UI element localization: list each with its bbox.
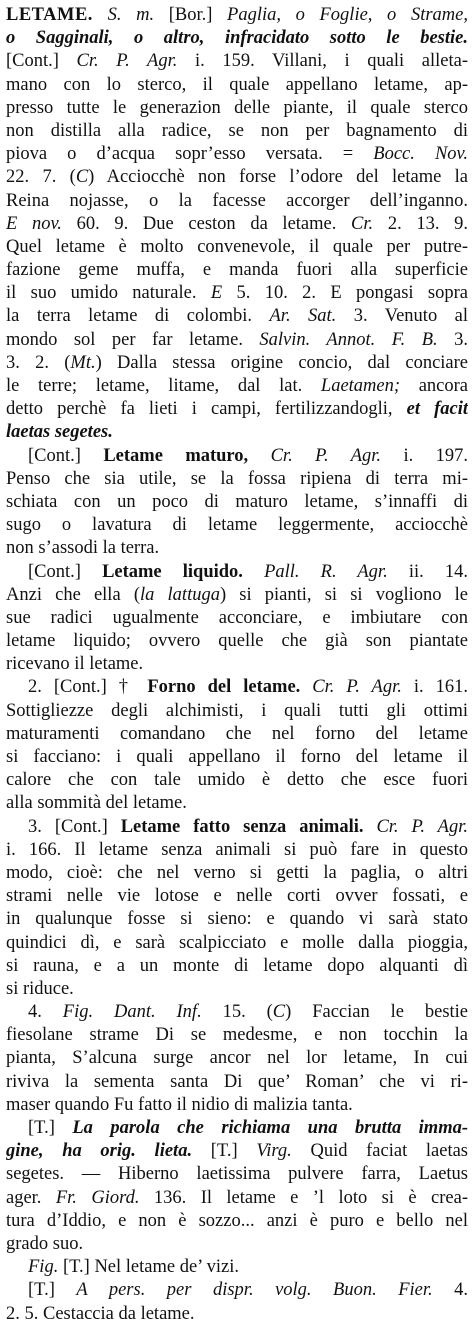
text-run: Cr. P. Agr. [300, 677, 402, 698]
text-run: [T.] Nel letame de’ vizi. [58, 1257, 239, 1278]
text-line [6, 561, 468, 584]
text-run: alla sommità del letame. [6, 793, 187, 814]
text-run: 3. Venuto al [336, 306, 468, 327]
text-line [6, 468, 468, 491]
text-line [6, 421, 468, 444]
text-line [6, 955, 468, 978]
text-run: la lattuga [139, 584, 220, 605]
text-line [6, 839, 468, 862]
text-line [6, 143, 468, 166]
text-line [6, 166, 468, 189]
text-run: ancora [400, 376, 468, 396]
text-run: Letame fatto senza animali. [120, 816, 364, 837]
text-run: segetes. — Hiberno laetissima pulvere farra, Laetus [6, 1164, 468, 1185]
text-line [6, 1047, 468, 1070]
text-line [6, 1140, 468, 1163]
text-line [6, 885, 468, 908]
text-line [6, 1303, 468, 1326]
text-run: Fig. [28, 1257, 59, 1278]
text-line [6, 862, 468, 885]
text-run: et facit [406, 399, 468, 420]
text-line [6, 1279, 468, 1302]
text-line [6, 259, 468, 282]
text-run: o Sagginali, o altro, infracidato sotto le bestie. [6, 28, 468, 49]
text-line [6, 4, 468, 27]
text-run: La parola che richiama una brutta imma- [72, 1118, 468, 1138]
text-run: Reina nojasse, o la facesse accorger dell’inganno. [6, 190, 468, 211]
text-run: 3. [Cont.] [28, 816, 121, 837]
text-run: [T.] [28, 1118, 73, 1138]
text-run: 2. 13. 9. [373, 213, 468, 234]
text-line [6, 74, 468, 97]
text-run: 2. 5. Cestaccia da letame. [6, 1303, 195, 1324]
text-run: ) si pianti, si si vogliono le [219, 584, 468, 605]
text-run: [Cont.] [6, 51, 77, 72]
text-run: Sottigliezze degli alchimisti, i quali tutti gli ottimi [6, 700, 468, 721]
text-run: presso tutte le generazion delle piante, il quale sterco [6, 97, 468, 118]
text-line [6, 398, 468, 421]
text-run: mondo sol per far letame. [6, 329, 260, 350]
text-line [6, 27, 468, 50]
text-run: i. 161. [401, 677, 468, 698]
text-line [6, 491, 468, 514]
text-run: Quid faciat laetas [291, 1141, 468, 1162]
text-run: si facciano: i quali appellano il forno del letame il [6, 747, 468, 767]
text-run: non s’assodi la terra. [6, 538, 160, 559]
text-run: le terre; letame, litame, dal lat. [6, 376, 321, 396]
text-run: Quel letame è molto convenevole, il quale per putre- [6, 236, 468, 257]
text-run: piova o d’acqua sopr’esso versata. = [6, 144, 374, 165]
text-run: C [75, 167, 89, 188]
text-run: A pers. per dispr. volg. Buon. Fier. [76, 1280, 433, 1301]
text-line [6, 97, 468, 120]
text-run: i. 159. Villani, i quali alleta- [177, 51, 468, 72]
text-run: 5. 10. 2. E pongasi sopra [222, 283, 468, 304]
text-run: [Cont.] [28, 445, 104, 466]
text-run: 136. Il letame e ’l loto si è crea- [139, 1187, 468, 1208]
text-line [6, 1094, 468, 1117]
text-run: E [210, 283, 223, 304]
text-run: i. 197. [381, 445, 468, 466]
text-run: ager. [6, 1187, 56, 1208]
text-line [6, 514, 468, 537]
text-run: si rauna, e a un monte di letame dopo alquanti dì [6, 955, 468, 976]
text-run: gine, ha orig. lieta. [6, 1141, 193, 1162]
text-run: Mt. [70, 352, 96, 373]
text-run: [Bor.] [154, 5, 228, 25]
text-line [6, 584, 468, 607]
text-line [6, 908, 468, 931]
text-run: ) Dalla stessa origine concio, dal conciare [95, 352, 468, 373]
text-line [6, 700, 468, 723]
text-run: 15. ( [201, 1002, 273, 1023]
text-line [6, 537, 468, 560]
text-run: [T.] [28, 1280, 77, 1301]
text-run: maser quando Fu fatto il nidio di malizia tanta. [6, 1094, 353, 1115]
text-line [6, 676, 468, 699]
text-run: Pall. R. Agr. [242, 561, 388, 582]
text-line [6, 375, 468, 398]
text-line [6, 1001, 468, 1024]
text-run: in qualunque fosse si sieno: e quando vi sarà stato [6, 909, 468, 930]
text-line [6, 445, 468, 468]
text-run: 3. 2. ( [6, 352, 71, 373]
text-line [6, 352, 468, 375]
text-run: Virg. [256, 1141, 292, 1162]
text-line [6, 816, 468, 839]
text-line [6, 1163, 468, 1186]
text-run: strami nelle vie lotose e nelle corti ovver fossati, e [6, 886, 468, 907]
text-run: Cr. [351, 213, 374, 234]
text-line [6, 305, 468, 328]
text-run: non distilla alla radice, se non per bagnamento di [6, 120, 468, 141]
text-run: Bocc. Nov. [373, 144, 468, 165]
text-run: i. 166. Il letame senza animali si può fare in questo [6, 839, 468, 860]
text-run: ricevano il letame. [6, 654, 144, 675]
text-run: grado suo. [6, 1233, 84, 1254]
text-run: C [272, 1002, 286, 1023]
text-run: Laetamen; [320, 376, 401, 396]
text-run: 22. 7. ( [6, 167, 76, 188]
text-run: Letame maturo, [103, 445, 249, 466]
text-line [6, 282, 468, 305]
text-line [6, 1256, 468, 1279]
text-run: sugo o lavatura di letame leggermente, acciocchè [6, 515, 468, 536]
text-run: fazione geme muffa, e manda fuori alla superficie [6, 260, 468, 281]
text-run: modo, cioè: che nel verno si getti la paglia, o altri [6, 862, 468, 883]
text-line [6, 120, 468, 143]
text-run: mano con lo sterco, il quale appellano letame, ap- [6, 74, 468, 95]
text-run: 4. [432, 1280, 468, 1301]
text-line [6, 50, 468, 73]
text-run: la terra letame di colombi. [6, 306, 270, 327]
text-run: schiata con un poco di maturo letame, s’innaffi di [6, 491, 468, 512]
text-run: Penso che sia utile, se la fossa ripiena di terra mi- [6, 468, 468, 489]
text-run: [T.] [192, 1141, 257, 1162]
text-line [6, 1071, 468, 1094]
text-line [6, 978, 468, 1001]
text-run: tura d’Iddio, e non è sozzo... anzi è puro e bello nel [6, 1210, 468, 1231]
text-run: fiesolane strame Di se medesme, e non tocchin la [6, 1025, 468, 1046]
text-line [6, 630, 468, 653]
dictionary-entry-letame [6, 4, 468, 1326]
text-line [6, 190, 468, 213]
text-run: Cr. P. Agr. [363, 816, 468, 837]
text-run: 3. [437, 329, 468, 350]
text-run: Paglia, o Foglie, o Strame, [227, 5, 468, 25]
text-run: Letame liquido. [102, 561, 243, 582]
text-line [6, 329, 468, 352]
text-run: si riduce. [6, 978, 74, 999]
text-run: laetas segetes. [6, 422, 113, 443]
text-line [6, 213, 468, 236]
text-run: Cr. P. Agr. [248, 445, 382, 466]
headword: LETAME. [6, 5, 93, 25]
text-run: ) Acciocchè non forse l’odore del letame la [88, 167, 468, 188]
text-run: S. m. [92, 5, 155, 25]
text-run: letame liquido; ovvero quelle che già son piantate [6, 631, 468, 652]
text-line [6, 769, 468, 792]
text-run: 4. [28, 1002, 63, 1023]
text-run: Fig. Dant. Inf. [62, 1002, 202, 1023]
text-run: Forno del letame. [147, 677, 301, 698]
text-run: Anzi che ella ( [6, 584, 140, 605]
text-run: E nov. [6, 213, 62, 234]
text-line [6, 1233, 468, 1256]
text-run: Fr. Giord. [55, 1187, 140, 1208]
text-run: ) Faccian le bestie [285, 1002, 468, 1023]
text-run: maturamenti comandano che nel forno del letame [6, 723, 468, 744]
text-run: riviva la sementa santa Di que’ Roman’ che vi ri- [6, 1071, 468, 1092]
text-line [6, 236, 468, 259]
text-run: Ar. Sat. [269, 306, 337, 327]
text-run: Cr. P. Agr. [76, 51, 178, 72]
text-run: pianta, S’alcuna surge ancor nel lor letame, In cui [6, 1048, 468, 1069]
text-run: Salvin. Annot. F. B. [259, 329, 438, 350]
text-run: [Cont.] [28, 561, 103, 582]
text-run: quindici dì, e sarà scalpicciato e molle dalla pioggia, [6, 932, 468, 953]
text-run: 2. [Cont.] † [28, 677, 148, 698]
text-line [6, 792, 468, 815]
text-line [6, 1117, 468, 1140]
text-run: ii. 14. [387, 561, 468, 582]
text-run: calore che con tale umido è detto che esce fuori [6, 770, 468, 791]
text-line [6, 723, 468, 746]
text-run: 60. 9. Due ceston da letame. [61, 213, 352, 234]
text-line [6, 607, 468, 630]
text-line [6, 653, 468, 676]
text-line [6, 1210, 468, 1233]
text-run: sue radici ugualmente acconciare, e imbiutare con [6, 607, 468, 628]
text-run: detto perchè fa lieti i campi, fertilizzandogli, [6, 399, 407, 420]
text-line [6, 932, 468, 955]
text-run: il suo umido naturale. [6, 283, 211, 304]
text-line [6, 746, 468, 769]
text-line [6, 1187, 468, 1210]
text-line [6, 1024, 468, 1047]
